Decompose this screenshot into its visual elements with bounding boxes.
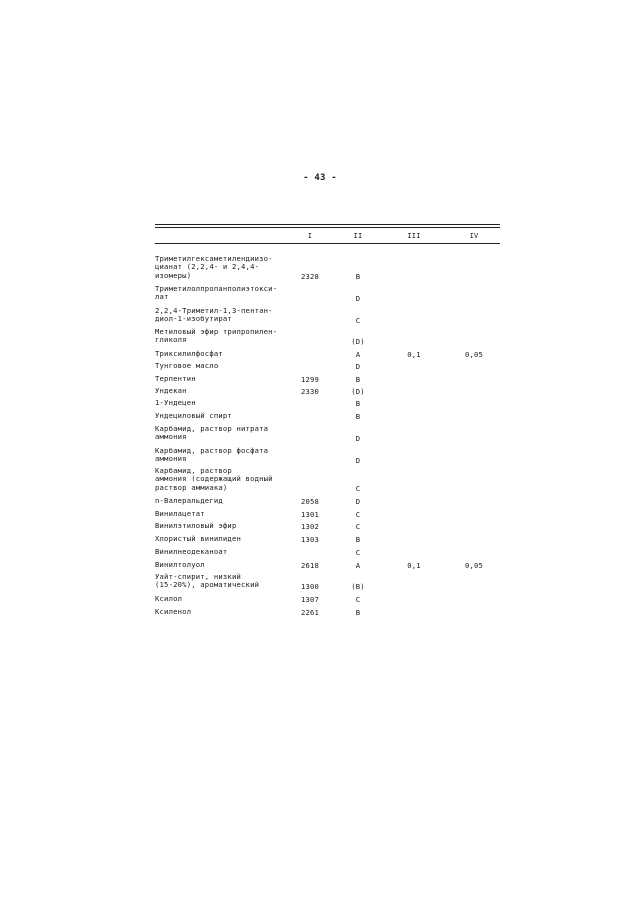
value-col-1: 2330 [300, 387, 320, 396]
value-col-2: B [355, 608, 361, 617]
value-col-1: 1301 [300, 510, 320, 519]
value-col-3: 0,1 [407, 561, 421, 570]
value-col-2: D [355, 497, 361, 506]
column-header-2: II [353, 232, 363, 240]
substance-name: Винилтолуол [155, 560, 205, 569]
value-col-4: 0,05 [464, 350, 484, 359]
substance-name: Метиловый эфир трипропилен- гликоля [155, 327, 278, 345]
value-col-1: 2328 [300, 272, 320, 281]
substance-name: Уайт-спирит, низкий (15-20%), ароматический [155, 572, 260, 590]
substance-name: Триметилгексаметилендиизо- цианат (2,2,4- и 2,4,4- изомеры) [155, 254, 273, 280]
value-col-2: (D) [351, 387, 365, 396]
value-col-2: C [355, 522, 361, 531]
value-col-1: 1300 [300, 582, 320, 591]
substance-name: Триметилолпропанполиэтокси- лат [155, 284, 278, 302]
value-col-2: C [355, 548, 361, 557]
substance-name: Хлористый винилиден [155, 534, 242, 543]
substance-name: Винилацетат [155, 509, 205, 518]
value-col-2: D [355, 434, 361, 443]
value-col-2: D [355, 294, 361, 303]
substance-name: Ксилол [155, 594, 183, 603]
value-col-1: 2058 [300, 497, 320, 506]
substance-name: Винилнеодеканоат [155, 547, 228, 556]
substance-name: 1-Ундецен [155, 398, 196, 407]
value-col-3: 0,1 [407, 350, 421, 359]
substance-name: 2,2,4-Триметил-1,3-пентан- диол-1-изобутират [155, 306, 273, 324]
value-col-2: B [355, 535, 361, 544]
value-col-1: 1307 [300, 595, 320, 604]
value-col-2: (B) [351, 582, 365, 591]
value-col-2: (D) [351, 337, 365, 346]
value-col-2: C [355, 316, 361, 325]
substance-name: Винилэтиловый эфир [155, 521, 237, 530]
value-col-2: B [355, 399, 361, 408]
value-col-2: B [355, 375, 361, 384]
value-col-2: B [355, 272, 361, 281]
value-col-2: C [355, 595, 361, 604]
page-number: - 43 - [303, 173, 337, 183]
table-header-rule [155, 243, 500, 244]
substance-name: Карбамид, раствор фосфата аммония [155, 446, 269, 464]
value-col-2: D [355, 362, 361, 371]
value-col-2: D [355, 456, 361, 465]
value-col-2: A [355, 561, 361, 570]
substance-name: Ксиленол [155, 607, 192, 616]
value-col-1: 1303 [300, 535, 320, 544]
value-col-2: C [355, 484, 361, 493]
value-col-1: 2261 [300, 608, 320, 617]
substance-name: Триксилилфосфат [155, 349, 223, 358]
value-col-2: C [355, 510, 361, 519]
substance-name: Карбамид, раствор аммония (содержащий водный раствор аммиака) [155, 466, 273, 492]
value-col-2: B [355, 412, 361, 421]
value-col-2: A [355, 350, 361, 359]
value-col-1: 1299 [300, 375, 320, 384]
substance-name: Карбамид, раствор нитрата аммония [155, 424, 269, 442]
value-col-1: 1302 [300, 522, 320, 531]
substance-name: Ундекан [155, 386, 187, 395]
column-header-1: I [307, 232, 313, 240]
substance-name: n-Валеральдегид [155, 496, 223, 505]
substance-name: Терпентин [155, 374, 196, 383]
column-header-4: IV [469, 232, 479, 240]
value-col-4: 0,05 [464, 561, 484, 570]
table-top-rule [155, 224, 500, 225]
table-top-rule-double [155, 227, 500, 228]
column-header-3: III [407, 232, 421, 240]
substance-name: Ундециловый спирт [155, 411, 232, 420]
value-col-1: 2618 [300, 561, 320, 570]
substance-name: Тунговое масло [155, 361, 219, 370]
